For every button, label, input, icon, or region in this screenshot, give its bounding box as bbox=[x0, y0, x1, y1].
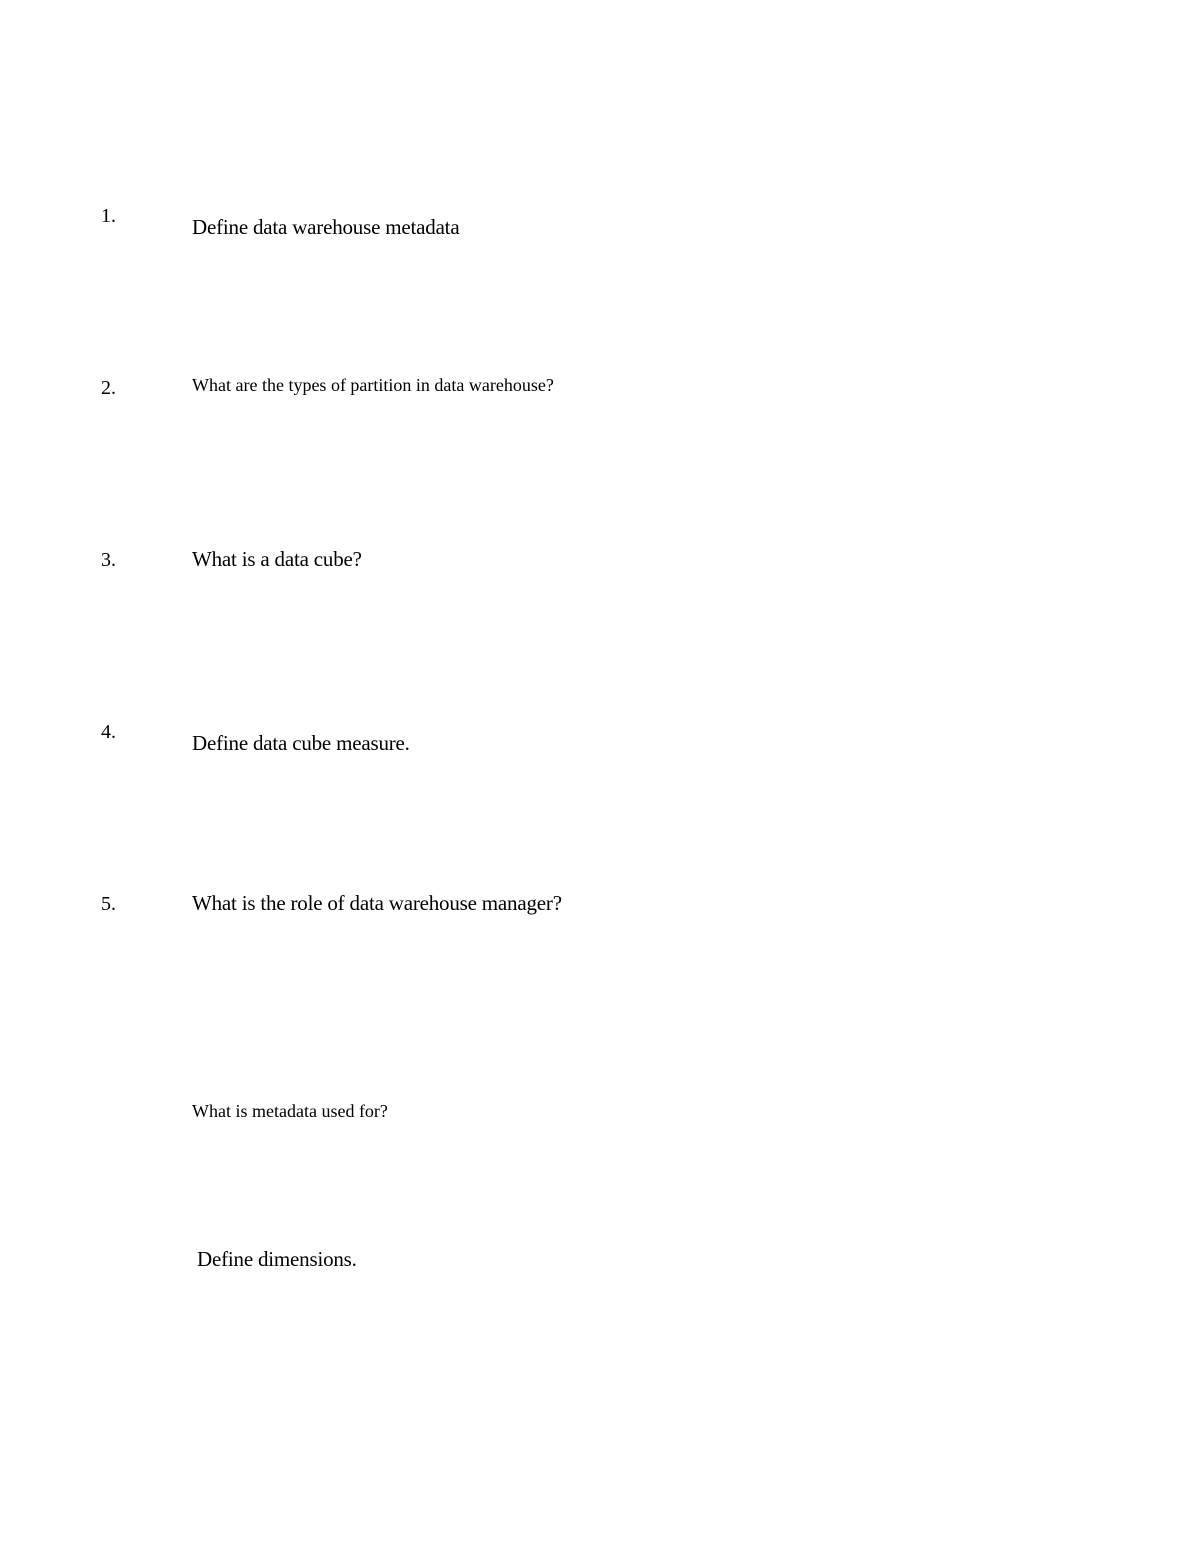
question-text-3: What is a data cube? bbox=[192, 547, 362, 571]
question-text-2: What are the types of partition in data warehouse? bbox=[192, 375, 554, 395]
question-text-7: Define dimensions. bbox=[197, 1247, 357, 1271]
question-text-4: Define data cube measure. bbox=[192, 731, 410, 755]
question-number-2: 2. bbox=[101, 377, 116, 399]
question-number-4: 4. bbox=[101, 721, 116, 743]
question-text-6: What is metadata used for? bbox=[192, 1101, 388, 1121]
question-number-1: 1. bbox=[101, 205, 116, 227]
question-number-5: 5. bbox=[101, 893, 116, 915]
question-text-5: What is the role of data warehouse manager? bbox=[192, 891, 562, 915]
question-text-1: Define data warehouse metadata bbox=[192, 215, 460, 239]
question-number-3: 3. bbox=[101, 549, 116, 571]
